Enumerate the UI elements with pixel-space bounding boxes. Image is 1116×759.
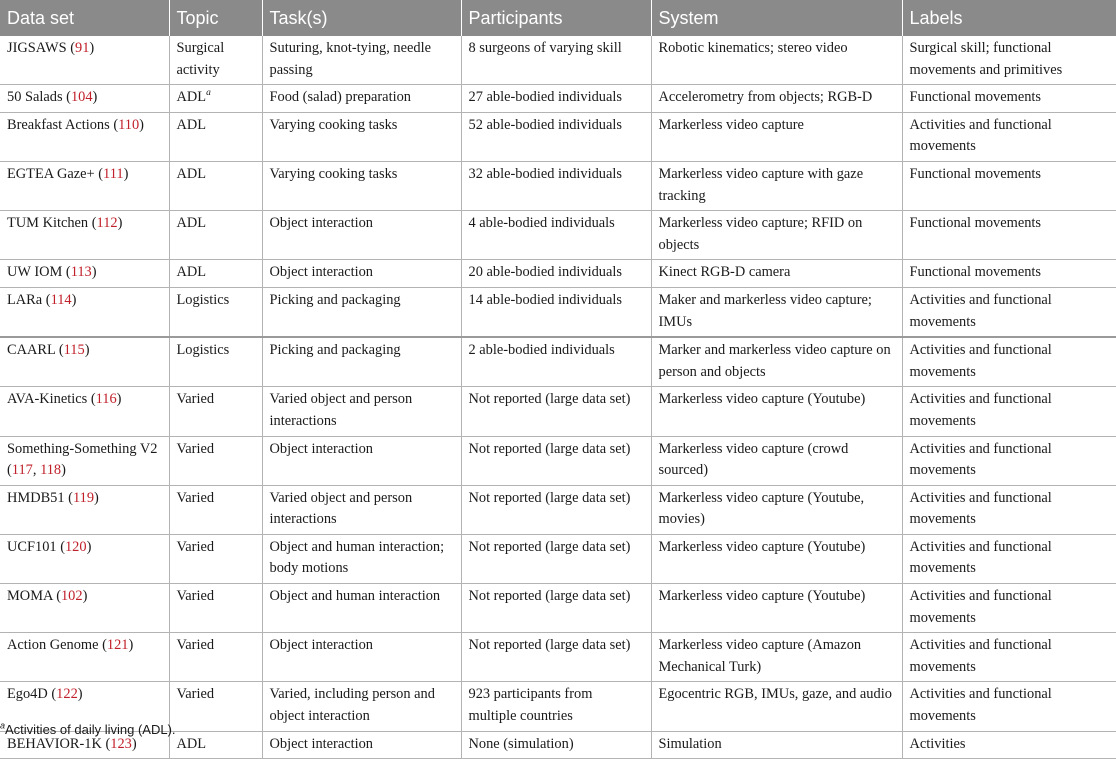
topic-text: ADL (176, 165, 207, 182)
cell-tasks: Varied, including person and object interaction (262, 682, 461, 731)
cell-participants: 2 able-bodied individuals (461, 337, 651, 387)
cell-labels: Functional movements (902, 260, 1116, 288)
cell-topic (169, 731, 262, 759)
citation-link: 116 (95, 391, 117, 408)
topic-text: Varied (176, 391, 215, 408)
citation-link: 118 (40, 462, 62, 479)
topic-text: Varied (176, 538, 215, 555)
cell-data-set: UCF101 (120) (0, 534, 169, 583)
cell-system: Maker and markerless video capture; IMUs (651, 287, 902, 337)
header-labels: Labels (902, 0, 1116, 36)
cell-system: Marker and markerless video capture on person and objects (651, 337, 902, 387)
dataset-name: UCF101 (7, 538, 57, 555)
cell-data-set: MOMA (102) (0, 584, 169, 633)
cell-data-set: UW IOM (113) (0, 260, 169, 288)
cell-data-set: Something-Something V2 (117, 118) (0, 436, 169, 485)
cell-tasks: Object interaction (262, 436, 461, 485)
topic-text: Varied (176, 489, 215, 506)
cell-system: Markerless video capture (Youtube) (651, 584, 902, 633)
cell-labels: Activities and functional movements (902, 387, 1116, 436)
cell-system: Markerless video capture (Youtube, movies) (651, 485, 902, 534)
table-row (0, 485, 1116, 534)
dataset-name: UW IOM (7, 264, 63, 281)
cell-tasks: Object interaction (262, 731, 461, 759)
cell-participants: 27 able-bodied individuals (461, 85, 651, 113)
citation-link: 102 (60, 588, 83, 605)
table-row (0, 337, 1116, 387)
cell-topic (169, 287, 262, 337)
cell-data-set: Ego4D (122) (0, 682, 169, 731)
cell-labels: Activities and functional movements (902, 485, 1116, 534)
cell-system: Robotic kinematics; stereo video (651, 36, 902, 85)
cell-labels: Functional movements (902, 211, 1116, 260)
citation-link: 113 (70, 264, 92, 281)
cell-labels: Activities and functional movements (902, 287, 1116, 337)
dataset-name: 50 Salads (7, 89, 63, 106)
cell-participants: 8 surgeons of varying skill (461, 36, 651, 85)
cell-system: Egocentric RGB, IMUs, gaze, and audio (651, 682, 902, 731)
dataset-name: Something-Something V2 (7, 440, 158, 457)
header-row (0, 0, 1116, 36)
dataset-name: TUM Kitchen (7, 215, 89, 232)
cell-topic (169, 436, 262, 485)
table-row (0, 161, 1116, 210)
table-row (0, 436, 1116, 485)
topic-text: Varied (176, 440, 215, 457)
cell-tasks: Varied object and person interactions (262, 387, 461, 436)
cell-topic (169, 682, 262, 731)
cell-data-set: Breakfast Actions (110) (0, 112, 169, 161)
cell-topic (169, 85, 262, 113)
dataset-name: EGTEA Gaze+ (7, 165, 95, 182)
header-data-set: Data set (0, 0, 169, 36)
table-body (0, 36, 1116, 759)
header-system: System (651, 0, 902, 36)
cell-topic (169, 161, 262, 210)
citation-link: 122 (56, 686, 78, 703)
cell-system: Accelerometry from objects; RGB-D (651, 85, 902, 113)
citation-link: 111 (103, 165, 124, 182)
cell-participants: Not reported (large data set) (461, 584, 651, 633)
cell-tasks: Varying cooking tasks (262, 112, 461, 161)
cell-topic (169, 337, 262, 387)
footnote-marker: a (0, 720, 6, 731)
cell-tasks: Object interaction (262, 211, 461, 260)
cell-data-set: Action Genome (121) (0, 633, 169, 682)
citation-link: 120 (64, 538, 87, 555)
footnote-text: Activities of daily living (ADL). (5, 722, 176, 737)
citation-link: 110 (118, 116, 140, 133)
dataset-name: Breakfast Actions (7, 116, 110, 133)
cell-labels: Surgical skill; functional movements and primitives (902, 36, 1116, 85)
cell-system: Markerless video capture (Youtube) (651, 387, 902, 436)
cell-data-set: EGTEA Gaze+ (111) (0, 161, 169, 210)
cell-topic (169, 387, 262, 436)
cell-topic (169, 485, 262, 534)
cell-participants: 52 able-bodied individuals (461, 112, 651, 161)
topic-text: Varied (176, 588, 215, 605)
cell-data-set: AVA-Kinetics (116) (0, 387, 169, 436)
topic-text: ADL (176, 215, 207, 232)
dataset-name: LARa (7, 291, 43, 308)
cell-participants: Not reported (large data set) (461, 633, 651, 682)
dataset-name: MOMA (7, 588, 53, 605)
topic-text: ADL (176, 89, 207, 106)
dataset-name: JIGSAWS (7, 40, 67, 56)
cell-tasks: Object and human interaction (262, 584, 461, 633)
topic-text: Surgical activity (176, 40, 225, 78)
table-row (0, 287, 1116, 337)
cell-labels: Functional movements (902, 161, 1116, 210)
cell-topic (169, 584, 262, 633)
citation-link: 115 (63, 342, 85, 359)
topic-text: Varied (176, 686, 215, 703)
cell-topic (169, 112, 262, 161)
header-tasks: Task(s) (262, 0, 461, 36)
citation-link: 121 (106, 637, 129, 654)
cell-labels: Activities and functional movements (902, 337, 1116, 387)
cell-tasks: Picking and packaging (262, 287, 461, 337)
dataset-name: HMDB51 (7, 489, 65, 506)
citation-link: 119 (72, 489, 95, 506)
cell-system: Markerless video capture (651, 112, 902, 161)
topic-text: Varied (176, 637, 215, 654)
cell-labels: Functional movements (902, 85, 1116, 113)
cell-topic (169, 211, 262, 260)
citation-link: 117 (11, 462, 33, 479)
cell-labels: Activities (902, 731, 1116, 759)
cell-topic (169, 36, 262, 85)
table-row (0, 387, 1116, 436)
cell-tasks: Suturing, knot-tying, needle passing (262, 36, 461, 85)
cell-labels: Activities and functional movements (902, 584, 1116, 633)
topic-text: ADL (176, 264, 207, 281)
cell-system: Markerless video capture (Youtube) (651, 534, 902, 583)
cell-topic (169, 260, 262, 288)
table-row (0, 260, 1116, 288)
cell-participants: Not reported (large data set) (461, 534, 651, 583)
citation-link: 114 (50, 291, 72, 308)
cell-tasks: Food (salad) preparation (262, 85, 461, 113)
cell-participants: Not reported (large data set) (461, 436, 651, 485)
table-row (0, 534, 1116, 583)
cell-data-set: BEHAVIOR-1K (123) (0, 731, 169, 759)
cell-participants: Not reported (large data set) (461, 387, 651, 436)
table-row (0, 112, 1116, 161)
citation-link: 104 (70, 89, 93, 106)
cell-labels: Activities and functional movements (902, 633, 1116, 682)
footnote (0, 722, 176, 737)
cell-labels: Activities and functional movements (902, 682, 1116, 731)
cell-system: Kinect RGB-D camera (651, 260, 902, 288)
table-row (0, 211, 1116, 260)
cell-labels: Activities and functional movements (902, 534, 1116, 583)
dataset-name: Action Genome (7, 637, 99, 654)
citation-link: 123 (110, 735, 132, 752)
cell-topic (169, 534, 262, 583)
cell-tasks: Varying cooking tasks (262, 161, 461, 210)
cell-data-set: TUM Kitchen (112) (0, 211, 169, 260)
cell-labels: Activities and functional movements (902, 436, 1116, 485)
cell-system: Markerless video capture (Amazon Mechanical Turk) (651, 633, 902, 682)
cell-tasks: Varied object and person interactions (262, 485, 461, 534)
cell-participants: 32 able-bodied individuals (461, 161, 651, 210)
table-row (0, 584, 1116, 633)
topic-text: ADL (176, 116, 207, 133)
cell-data-set: LARa (114) (0, 287, 169, 337)
citation-link: 91 (75, 40, 90, 56)
topic-text: ADL (176, 735, 207, 752)
cell-system: Markerless video capture with gaze tracking (651, 161, 902, 210)
header-topic: Topic (169, 0, 262, 36)
header-participants: Participants (461, 0, 651, 36)
cell-tasks: Picking and packaging (262, 337, 461, 387)
cell-labels: Activities and functional movements (902, 112, 1116, 161)
cell-data-set: HMDB51 (119) (0, 485, 169, 534)
cell-participants: 20 able-bodied individuals (461, 260, 651, 288)
cell-participants: 923 participants from multiple countries (461, 682, 651, 731)
dataset-name: AVA-Kinetics (7, 391, 88, 408)
cell-tasks: Object interaction (262, 633, 461, 682)
cell-data-set: 50 Salads (104) (0, 85, 169, 113)
cell-system: Markerless video capture; RFID on objects (651, 211, 902, 260)
cell-participants: 14 able-bodied individuals (461, 287, 651, 337)
cell-tasks: Object interaction (262, 260, 461, 288)
topic-text: Logistics (176, 342, 230, 359)
cell-participants: Not reported (large data set) (461, 485, 651, 534)
citation-link: 112 (96, 215, 118, 232)
cell-tasks: Object and human interaction; body motions (262, 534, 461, 583)
cell-topic (169, 633, 262, 682)
cell-system: Simulation (651, 731, 902, 759)
cell-participants: 4 able-bodied individuals (461, 211, 651, 260)
dataset-name: BEHAVIOR-1K (7, 735, 102, 752)
cell-participants: None (simulation) (461, 731, 651, 759)
dataset-name: Ego4D (7, 686, 48, 703)
cell-data-set: JIGSAWS (91) (0, 36, 169, 85)
cell-data-set: CAARL (115) (0, 337, 169, 387)
table-row (0, 633, 1116, 682)
table-row (0, 85, 1116, 113)
table-row (0, 36, 1116, 85)
topic-text: Logistics (176, 291, 230, 308)
footnote-marker: a (206, 88, 211, 99)
dataset-name: CAARL (7, 342, 56, 359)
cell-system: Markerless video capture (crowd sourced) (651, 436, 902, 485)
